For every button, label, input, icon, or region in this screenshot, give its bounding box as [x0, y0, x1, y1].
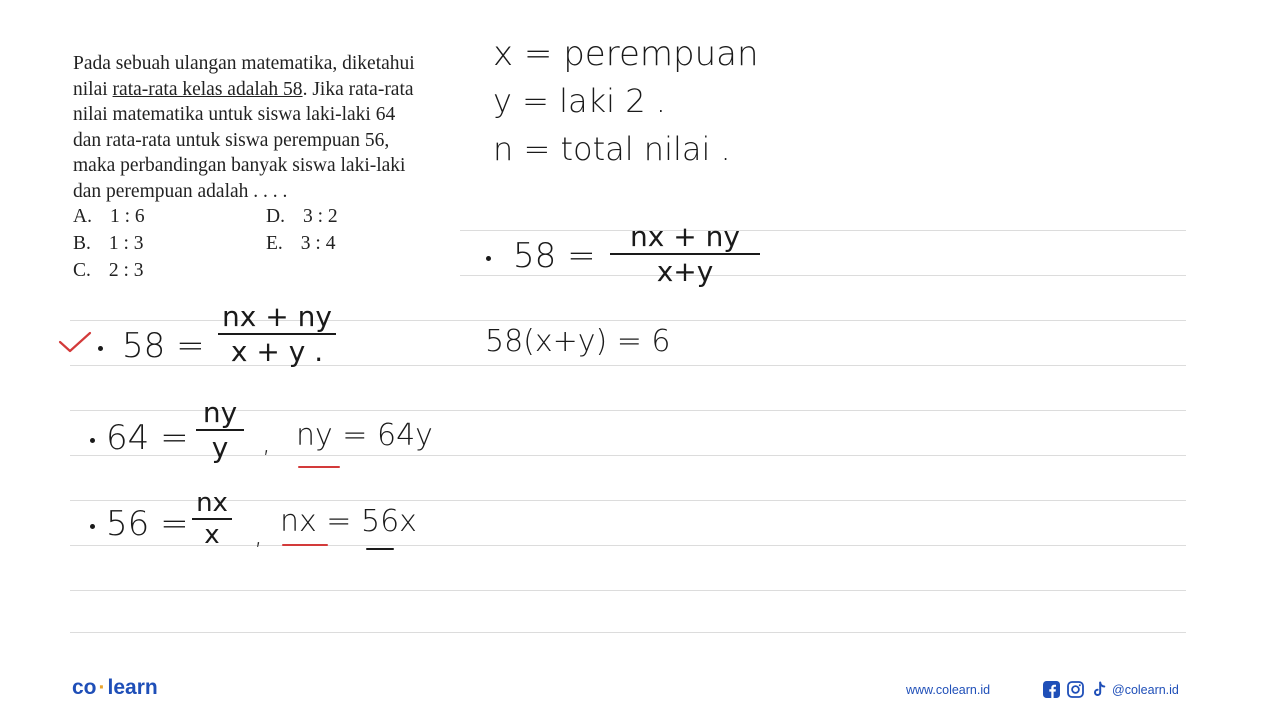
- logo-text: learn: [107, 676, 158, 699]
- fraction-denominator: x: [204, 520, 220, 550]
- problem-line: Pada sebuah ulangan matematika, diketahui: [73, 53, 415, 74]
- option-letter: C.: [73, 260, 91, 281]
- bullet-icon: [486, 256, 491, 261]
- bullet-icon: [98, 346, 103, 351]
- eq3-lhs: 56 =: [106, 504, 189, 544]
- problem-line: maka perbandingan banyak siswa laki-laki: [73, 155, 406, 176]
- red-underline: [282, 544, 328, 546]
- option-a: [73, 206, 145, 228]
- colearn-logo: [72, 676, 158, 700]
- option-value: 3 : 2: [302, 206, 338, 227]
- eq-right-lhs: 58 =: [513, 236, 596, 276]
- eq1-fraction: [218, 300, 336, 368]
- eq3-comma: ,: [254, 518, 263, 551]
- option-d: [266, 206, 338, 228]
- problem-line: dan rata-rata untuk siswa perempuan 56,: [73, 129, 390, 151]
- footer-handle[interactable]: @colearn.id: [1112, 683, 1179, 697]
- option-value: 3 : 4: [300, 233, 336, 254]
- option-letter: D.: [266, 206, 285, 227]
- problem-text: nilai: [73, 78, 113, 100]
- bullet-icon: [90, 438, 95, 443]
- problem-text: . Jika rata-rata: [302, 78, 414, 100]
- red-underline: [298, 466, 340, 468]
- facebook-icon[interactable]: [1043, 681, 1060, 698]
- fraction-denominator: y: [211, 431, 229, 464]
- fraction-numerator: ny: [202, 396, 238, 429]
- option-letter: B.: [73, 233, 91, 254]
- eq-right-fraction: [610, 220, 760, 288]
- ruled-line: [70, 632, 1186, 633]
- fraction-numerator: nx + ny: [630, 220, 740, 253]
- option-value: 1 : 6: [109, 206, 145, 227]
- option-e: [266, 233, 335, 255]
- eq2-fraction: [196, 396, 244, 464]
- def-y: y = laki 2 .: [493, 82, 666, 120]
- logo-text: co: [72, 676, 97, 699]
- option-value: 1 : 3: [108, 233, 144, 254]
- instagram-icon[interactable]: [1067, 681, 1084, 698]
- def-x: x = perempuan: [493, 34, 759, 74]
- fraction-denominator: x+y: [656, 255, 714, 288]
- ruled-line: [70, 590, 1186, 591]
- eq2-comma: ,: [262, 426, 271, 459]
- ruled-line: [70, 500, 1186, 501]
- fraction-denominator: x + y .: [230, 335, 324, 368]
- problem-line: [73, 77, 445, 103]
- fraction-numerator: nx + ny: [222, 300, 332, 333]
- underlined-phrase: rata-rata kelas adalah 58: [112, 78, 303, 100]
- def-n: n = total nilai .: [493, 130, 731, 168]
- ruled-line: [70, 545, 1186, 546]
- fraction-numerator: nx: [196, 488, 228, 518]
- eq-right-2: 58(x+y) = 6: [485, 324, 671, 359]
- eq3-result: nx = 56x: [280, 504, 417, 539]
- black-underline: [366, 548, 394, 550]
- check-icon: [58, 330, 92, 354]
- option-value: 2 : 3: [108, 260, 144, 281]
- problem-statement: [73, 51, 445, 204]
- footer-url[interactable]: www.colearn.id: [906, 683, 991, 697]
- problem-line: nilai matematika untuk siswa laki-laki 64: [73, 104, 396, 125]
- option-b: [73, 233, 144, 255]
- option-letter: A.: [73, 206, 92, 227]
- option-letter: E.: [266, 233, 283, 254]
- option-c: [73, 260, 144, 282]
- eq1-lhs: 58 =: [122, 326, 205, 366]
- eq2-lhs: 64 =: [106, 418, 189, 458]
- tiktok-icon[interactable]: [1091, 681, 1108, 698]
- ruled-line: [460, 230, 1186, 231]
- eq2-result: ny = 64y: [296, 418, 433, 453]
- logo-dot: ·: [98, 676, 106, 699]
- eq3-fraction: [192, 488, 232, 550]
- bullet-icon: [90, 524, 95, 529]
- problem-line: dan perempuan adalah . . . .: [73, 180, 288, 202]
